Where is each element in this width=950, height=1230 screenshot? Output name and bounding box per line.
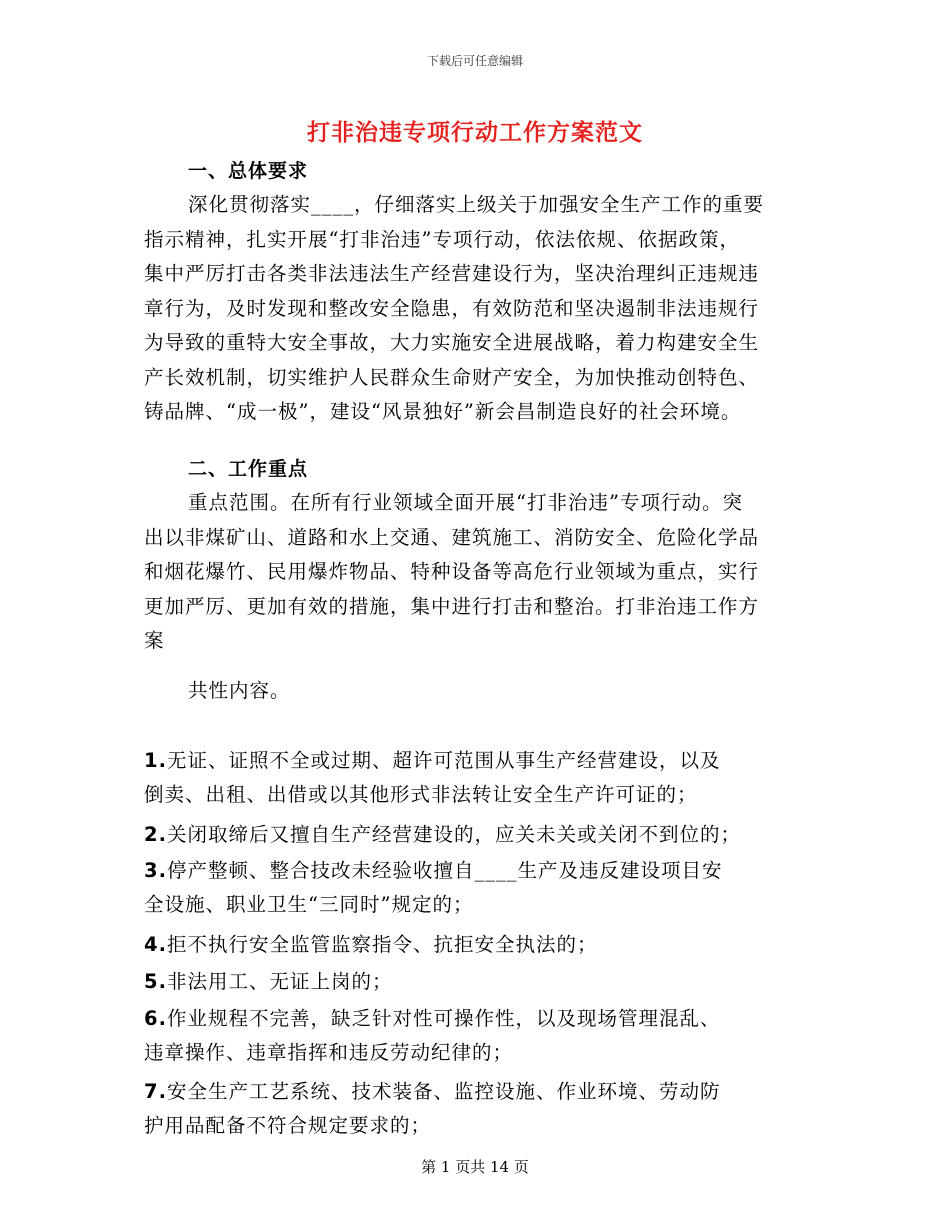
section-heading-work-focus: 二、工作重点	[188, 458, 309, 480]
document-title: 打非治违专项行动工作方案范文	[307, 119, 643, 146]
list-item-text: 拒不执行安全监管监察指令、抗拒安全执法的；	[166, 932, 598, 956]
section-paragraph-general-requirements: 深化贯彻落实____，仔细落实上级关于加强安全生产工作的重要 指示精神，扎实开展“打非治违”专项行动，依法依规、依据政策， 集中严厉打击各类非法违法生产经营建设行为，坚决治理纠正违规违 章行为，及时发现和整改安全隐患，有效防范和坚决遏制非法违规行 为导致的重特大安全事故，大力实施安全进展战略，着力构建安全生 产长效机制，切实维护人民群众生命财产安全，为加快推动创特色、 铸品牌、“成一极”，建设“风景独好”新会昌制造良好的社会环境。	[144, 193, 765, 423]
list-item-text: 作业规程不完善，缺乏针对性可操作性，以及现场管理混乱、 违章操作、违章指挥和违反劳动纪律的；	[144, 1006, 721, 1064]
list-item-number: 3.	[144, 858, 167, 882]
list-item-number: 1.	[144, 748, 167, 772]
section-heading-general-requirements: 一、总体要求	[188, 160, 309, 182]
header-note: 下载后可任意编辑	[426, 54, 523, 68]
list-item-text: 非法用工、无证上岗的；	[166, 969, 393, 993]
list-item	[144, 1040, 814, 1144]
section-paragraph-work-focus: 重点范围。在所有行业领域全面开展“打非治违”专项行动。突 出以非煤矿山、道路和水上交通、建筑施工、消防安全、危险化学品 和烟花爆竹、民用爆炸物品、特种设备等高危行业领域为重点，实行 更加严厉、更加有效的措施，集中进行打击和整治。打非治违工作方 案	[144, 491, 760, 652]
list-item-number: 4.	[144, 932, 167, 956]
page-footer: 第 1 页共 14 页	[421, 1158, 529, 1176]
list-item-text: 无证、证照不全或过期、超许可范围从事生产经营建设，以及 倒卖、出租、出借或以其他形式非法转让安全生产许可证的；	[144, 748, 721, 806]
list-item-number: 5.	[144, 969, 167, 993]
list-item-text: 停产整顿、整合技改未经验收擅自____生产及违反建设项目安 全设施、职业卫生“三同时”规定的；	[144, 858, 723, 916]
list-item-text: 关闭取缔后又擅自生产经营建设的，应关未关或关闭不到位的；	[166, 822, 741, 846]
list-item-text: 安全生产工艺系统、技术装备、监控设施、作业环境、劳动防 护用品配备不符合规定要求的；	[144, 1079, 721, 1137]
common-content-label: 共性内容。	[188, 679, 291, 702]
list-item-number: 7.	[144, 1079, 167, 1103]
list-item-number: 2.	[144, 822, 167, 846]
list-item-number: 6.	[144, 1006, 167, 1030]
